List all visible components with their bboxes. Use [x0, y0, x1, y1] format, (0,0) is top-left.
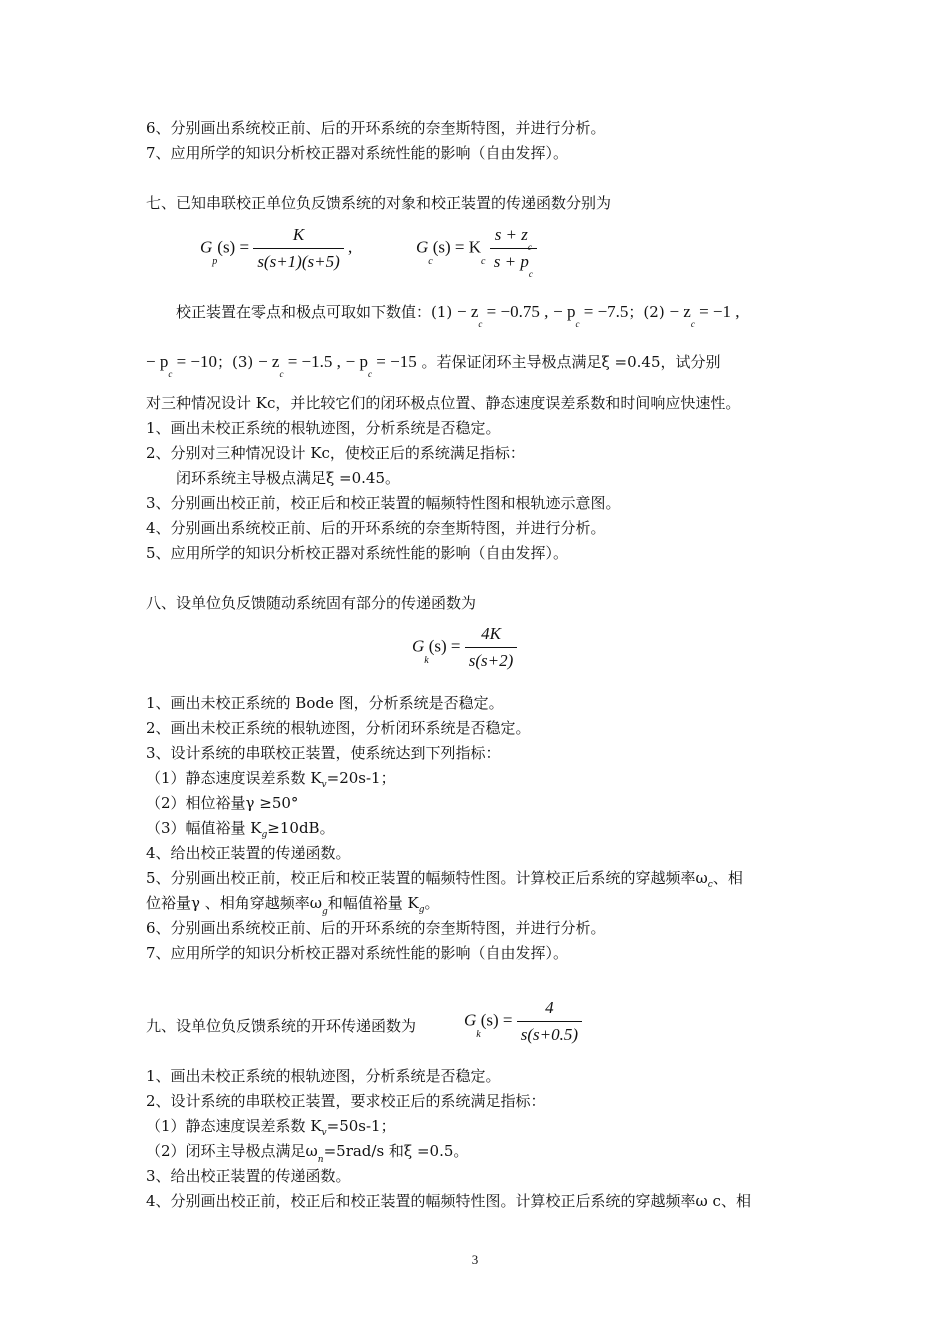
list-item: 3、给出校正装置的传递函数。: [146, 1167, 351, 1185]
list-item: 7、应用所学的知识分析校正器对系统性能的影响（自由发挥）。: [146, 944, 569, 962]
list-sub-item: （3）幅值裕量 $K_g\ge 10dB$。: [146, 819, 335, 840]
formula-gk-q8: $G_k(s)$ = $\frac{4K}{s(s+2)}$: [412, 624, 517, 671]
list-item: 5、应用所学的知识分析校正器对系统性能的影响（自由发挥）。: [146, 544, 569, 562]
zero-pole-values-line-1: 校正装置在零点和极点可取如下数值：$(1) - z_c = -0.75$ , − $p_c = -7.5$；$(2) - z_c = -1$ ,: [176, 302, 740, 329]
list-item: 2、画出未校正系统的根轨迹图，分析闭环系统是否稳定。: [146, 719, 531, 737]
formula-gc-fraction: $\frac{s + z_c}{s + p_c}$: [490, 225, 537, 272]
formula-gk-q8-fraction: $\frac{4K}{s(s+2)}$: [465, 624, 518, 671]
zero-pole-values-line-2: − $p_c = -10$；$(3) - z_c = -1.5$ , − $p_c = -15$ 。若保证闭环主导极点满足ξ =0.45，试分别: [146, 352, 721, 379]
formula-gp-fraction: $\frac{K}{s(s+1)(s+5)}$: [253, 225, 343, 272]
text-line: 7、应用所学的知识分析校正器对系统性能的影响（自由发挥）。: [146, 144, 569, 162]
question-7-title: 七、已知串联校正单位负反馈系统的对象和校正装置的传递函数分别为: [146, 194, 612, 212]
list-item: 1、画出未校正系统的 Bode 图，分析系统是否稳定。: [146, 694, 504, 712]
list-item: 1、画出未校正系统的根轨迹图，分析系统是否稳定。: [146, 1067, 501, 1085]
list-item: 4、分别画出系统校正前、后的开环系统的奈奎斯特图，并进行分析。: [146, 519, 606, 537]
list-item: 6、分别画出系统校正前、后的开环系统的奈奎斯特图，并进行分析。: [146, 919, 606, 937]
question-9-title: 九、设单位负反馈系统的开环传递函数为: [146, 1017, 417, 1035]
question-8-title: 八、设单位负反馈随动系统固有部分的传递函数为: [146, 594, 477, 612]
formula-gp: $G_p(s)$ = $\frac{K}{s(s+1)(s+5)}$ ,: [200, 225, 353, 271]
list-sub-item: （2）相位裕量γ ≥50°: [146, 794, 299, 812]
formula-gc: $G_c(s) = K_c$ $\frac{s + z_c}{s + p_c}$: [416, 225, 537, 272]
list-item: 3、设计系统的串联校正装置，使系统达到下列指标：: [146, 744, 501, 762]
page-number: 3: [471, 1252, 479, 1267]
formula-gk-q9: $G_k(s)$ = $\frac{4}{s(s+0.5)}$: [464, 998, 582, 1045]
list-item: 4、分别画出校正前，校正后和校正装置的幅频特性图。计算校正后系统的穿越频率ω c、相: [146, 1192, 751, 1210]
list-sub-item: （2）闭环主导极点满足$\omega_n=5rad/s$ 和ξ =0.5。: [146, 1142, 469, 1165]
formula-gk-q9-fraction: $\frac{4}{s(s+0.5)}$: [517, 998, 582, 1045]
list-sub-item: （1）静态速度误差系数 $K_v=20s-1$；: [146, 769, 396, 790]
list-item: 4、给出校正装置的传递函数。: [146, 844, 351, 862]
list-sub-item: 闭环系统主导极点满足ξ =0.45。: [176, 469, 400, 487]
list-item: 2、分别对三种情况设计 Kc，使校正后的系统满足指标：: [146, 444, 525, 462]
list-item: 5、分别画出校正前，校正后和校正装置的幅频特性图。计算校正后系统的穿越频率$\omega_c$、相: [146, 869, 743, 890]
list-item: 3、分别画出校正前，校正后和校正装置的幅频特性图和根轨迹示意图。: [146, 494, 621, 512]
list-item: 2、设计系统的串联校正装置，要求校正后的系统满足指标：: [146, 1092, 546, 1110]
list-item: 1、画出未校正系统的根轨迹图，分析系统是否稳定。: [146, 419, 501, 437]
text-line: 6、分别画出系统校正前、后的开环系统的奈奎斯特图，并进行分析。: [146, 119, 606, 137]
text-line: 对三种情况设计 Kc，并比较它们的闭环极点位置、静态速度误差系数和时间响应快速性。: [146, 394, 741, 412]
list-sub-item: （1）静态速度误差系数 $K_v=50s-1$；: [146, 1117, 396, 1138]
list-item-continuation: 位裕量γ 、相角穿越频率$\omega_g$和幅值裕量 $K_g$。: [146, 894, 440, 917]
